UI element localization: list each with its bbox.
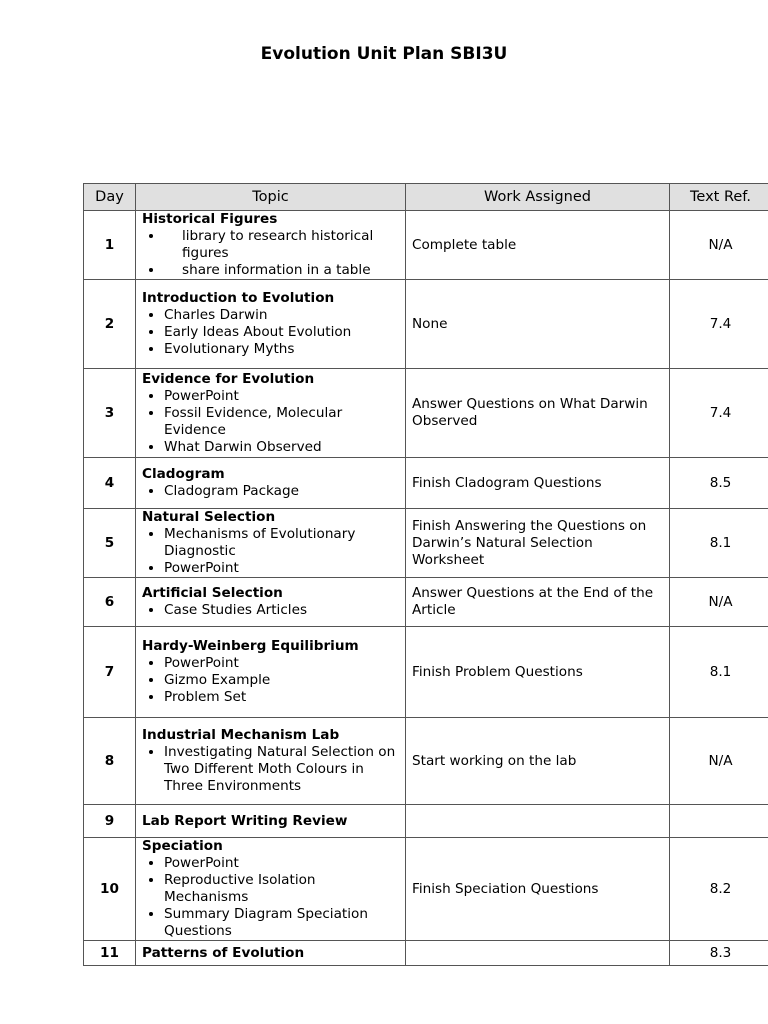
topic-bullet: • Early Ideas About Evolution xyxy=(164,324,399,341)
work-assigned-cell: Answer Questions on What Darwin Observed xyxy=(406,369,670,458)
table-row xyxy=(84,627,768,718)
table-row xyxy=(84,838,768,941)
header-text-ref: Text Ref. xyxy=(670,184,768,211)
topic-bullet: • share information in a table xyxy=(164,262,399,279)
work-assigned-cell: Finish Cladogram Questions xyxy=(406,458,670,509)
work-assigned-cell xyxy=(406,805,670,838)
table-row xyxy=(84,458,768,509)
topic-title: Hardy-Weinberg Equilibrium xyxy=(142,638,359,654)
work-assigned-cell: Answer Questions at the End of the Article xyxy=(406,578,670,627)
work-assigned-cell: Finish Problem Questions xyxy=(406,627,670,718)
topic-title: Patterns of Evolution xyxy=(142,944,305,961)
day-cell: 11 xyxy=(84,941,136,966)
table-row xyxy=(84,280,768,369)
day-cell: 6 xyxy=(84,578,136,627)
topic-bullet: • PowerPoint xyxy=(164,388,399,405)
topic-bullet-list xyxy=(142,602,399,619)
topic-bullet: • What Darwin Observed xyxy=(164,439,399,456)
topic-bullet: • Charles Darwin xyxy=(164,307,399,324)
work-assigned-cell xyxy=(406,941,670,966)
topic-bullet: • Problem Set xyxy=(164,689,399,706)
topic-cell xyxy=(136,280,406,369)
topic-bullet-list xyxy=(142,483,399,500)
topic-title: Lab Report Writing Review xyxy=(142,812,348,829)
day-cell: 2 xyxy=(84,280,136,369)
topic-bullet: • Reproductive Isolation Mechanisms xyxy=(164,872,399,906)
text-ref-cell: 8.5 xyxy=(670,458,768,509)
topic-cell xyxy=(136,718,406,805)
table-row xyxy=(84,718,768,805)
topic-bullet-list xyxy=(142,655,399,706)
topic-bullet: • library to research historical figures xyxy=(164,228,399,262)
topic-bullet: • Mechanisms of Evolutionary Diagnostic xyxy=(164,526,399,560)
work-assigned-cell: None xyxy=(406,280,670,369)
text-ref-cell xyxy=(670,805,768,838)
table-row xyxy=(84,941,768,966)
topic-cell xyxy=(136,509,406,578)
page-title: Evolution Unit Plan SBI3U xyxy=(260,44,508,64)
topic-bullet-list xyxy=(142,388,399,456)
topic-title: Evidence for Evolution xyxy=(142,370,315,387)
work-assigned-cell: Finish Answering the Questions on Darwin’s Natural Selection Worksheet xyxy=(406,509,670,578)
text-ref-cell: 8.1 xyxy=(670,627,768,718)
table-row xyxy=(84,369,768,458)
table-row xyxy=(84,509,768,578)
header-work-assigned: Work Assigned xyxy=(406,184,670,211)
text-ref-cell: 7.4 xyxy=(670,280,768,369)
topic-title: Industrial Mechanism Lab xyxy=(142,727,340,743)
topic-cell xyxy=(136,627,406,718)
work-assigned-cell: Start working on the lab xyxy=(406,718,670,805)
text-ref-cell: 8.1 xyxy=(670,509,768,578)
topic-bullet-list xyxy=(142,744,399,795)
topic-bullet: • Evolutionary Myths xyxy=(164,341,399,358)
topic-bullet-list xyxy=(142,307,399,358)
topic-bullet: • Case Studies Articles xyxy=(164,602,399,619)
text-ref-cell: 7.4 xyxy=(670,369,768,458)
table-row xyxy=(84,805,768,838)
table-header-row xyxy=(84,184,768,211)
topic-bullet: • Investigating Natural Selection on Two Different Moth Colours in Three Environments xyxy=(164,744,399,795)
day-cell: 5 xyxy=(84,509,136,578)
topic-title: Speciation xyxy=(142,838,223,854)
topic-title: Natural Selection xyxy=(142,509,276,525)
topic-cell xyxy=(136,805,406,838)
topic-bullet: • Fossil Evidence, Molecular Evidence xyxy=(164,405,399,439)
topic-cell xyxy=(136,458,406,509)
topic-title: Cladogram xyxy=(142,466,225,482)
day-cell: 1 xyxy=(84,211,136,280)
topic-title: Historical Figures xyxy=(142,211,278,227)
day-cell: 9 xyxy=(84,805,136,838)
day-cell: 3 xyxy=(84,369,136,458)
topic-title: Introduction to Evolution xyxy=(142,290,335,306)
header-topic: Topic xyxy=(136,184,406,211)
day-cell: 4 xyxy=(84,458,136,509)
topic-cell xyxy=(136,838,406,941)
topic-bullet-list xyxy=(142,855,399,940)
text-ref-cell: 8.2 xyxy=(670,838,768,941)
unit-plan-table xyxy=(83,183,768,966)
topic-bullet: • Summary Diagram Speciation Questions xyxy=(164,906,399,940)
work-assigned-cell: Finish Speciation Questions xyxy=(406,838,670,941)
header-day: Day xyxy=(84,184,136,211)
text-ref-cell: 8.3 xyxy=(670,941,768,966)
day-cell: 8 xyxy=(84,718,136,805)
topic-bullet: • Gizmo Example xyxy=(164,672,399,689)
text-ref-cell: N/A xyxy=(670,718,768,805)
topic-bullet: • PowerPoint xyxy=(164,855,399,872)
topic-cell xyxy=(136,369,406,458)
topic-bullet: • Cladogram Package xyxy=(164,483,399,500)
topic-cell xyxy=(136,941,406,966)
topic-bullet-list xyxy=(142,526,399,577)
text-ref-cell: N/A xyxy=(670,211,768,280)
topic-cell xyxy=(136,211,406,280)
topic-bullet: • PowerPoint xyxy=(164,655,399,672)
table-row xyxy=(84,211,768,280)
topic-bullet-list xyxy=(142,228,399,279)
work-assigned-cell: Complete table xyxy=(406,211,670,280)
table-row xyxy=(84,578,768,627)
day-cell: 10 xyxy=(84,838,136,941)
topic-cell xyxy=(136,578,406,627)
day-cell: 7 xyxy=(84,627,136,718)
text-ref-cell: N/A xyxy=(670,578,768,627)
topic-title: Artificial Selection xyxy=(142,585,283,601)
topic-bullet: • PowerPoint xyxy=(164,560,399,577)
